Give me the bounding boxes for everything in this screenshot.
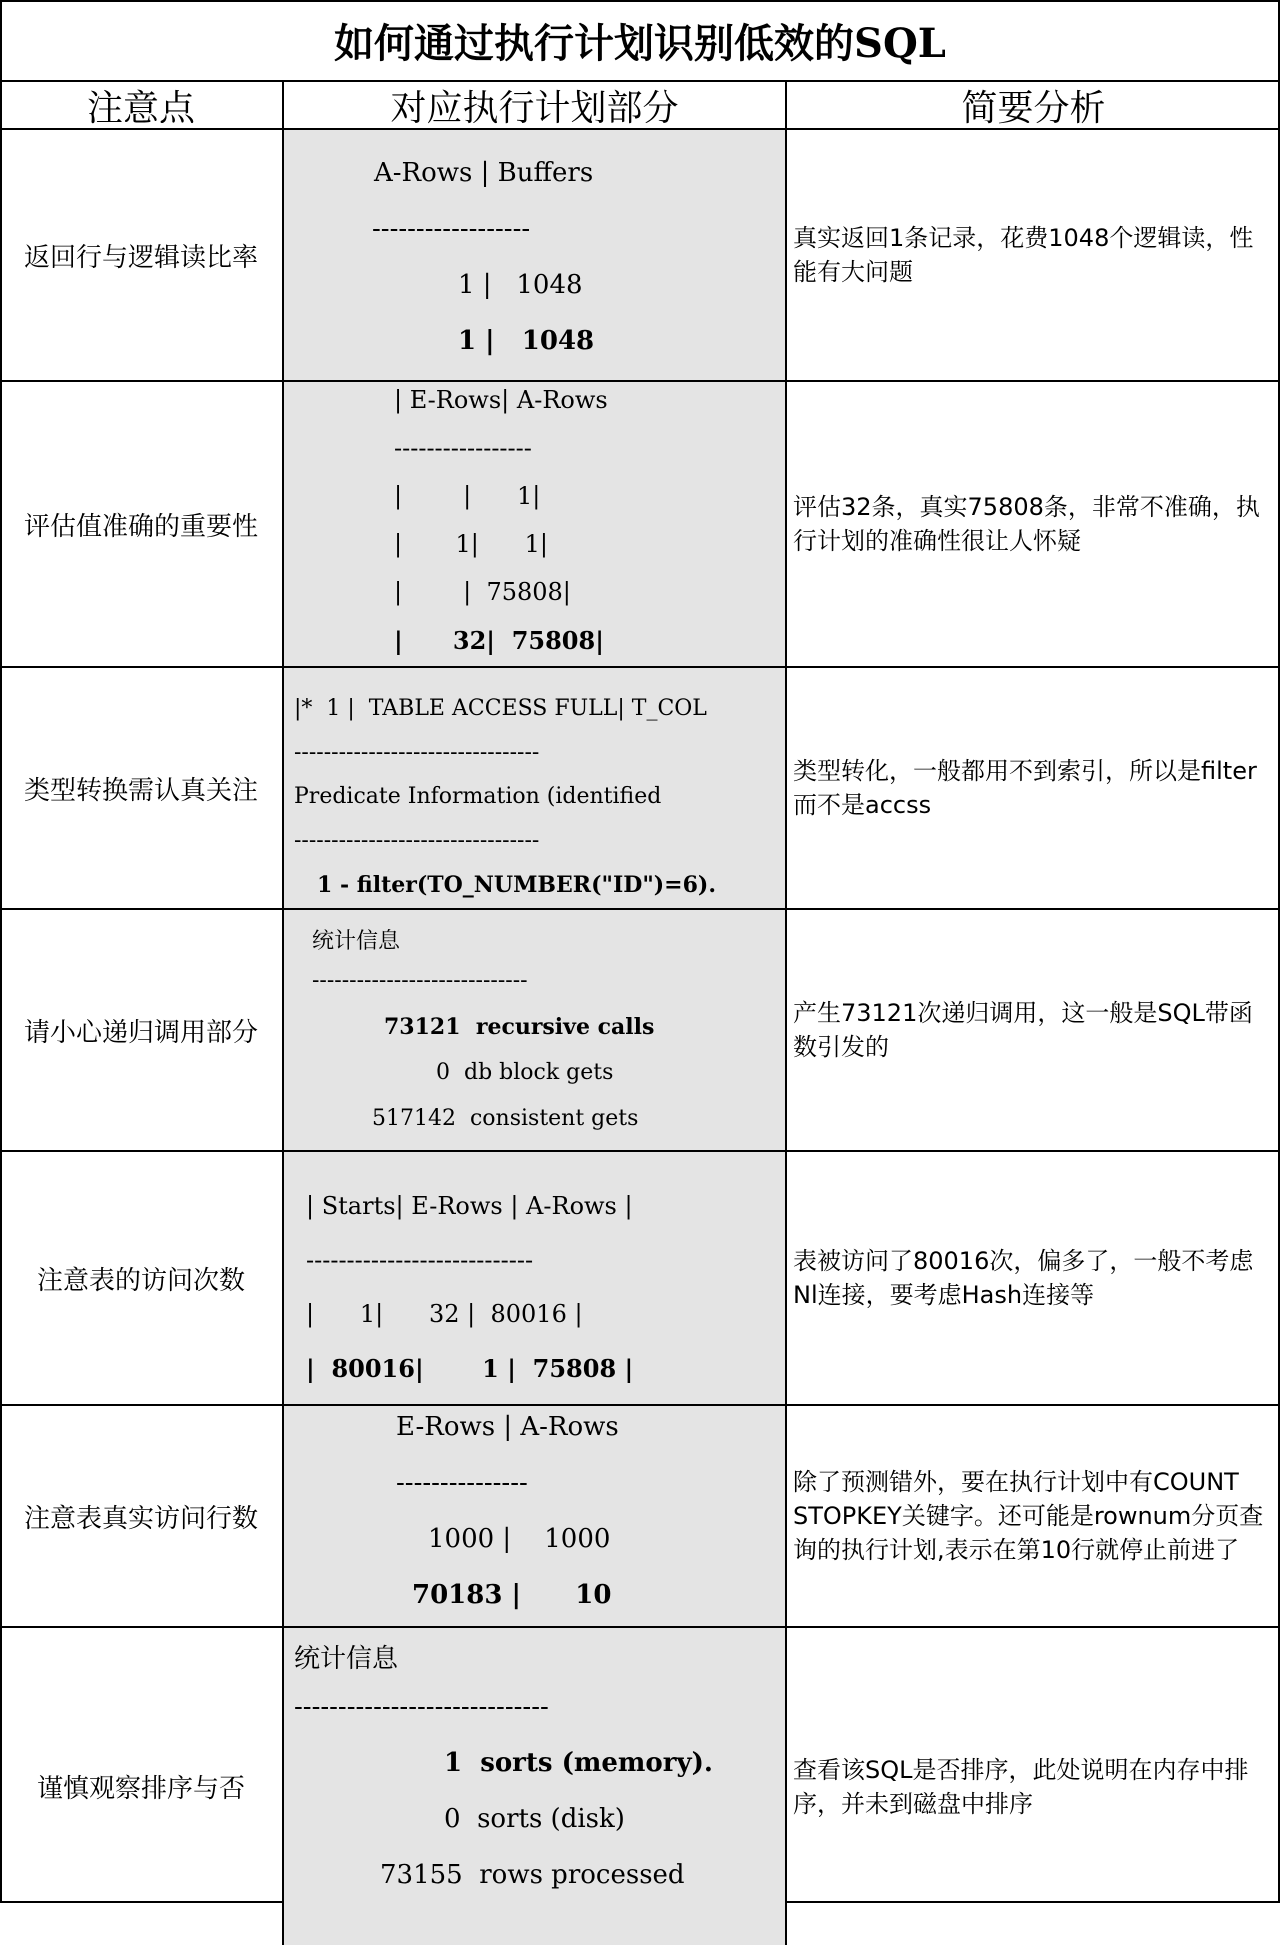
note-cell: 注意表真实访问行数 [0,1406,284,1628]
plan-line: --------------- [396,1468,528,1498]
analysis-text: 产生73121次递归调用，这一般是SQL带函数引发的 [793,999,1253,1061]
plan-line: 1 sorts (memory). [444,1748,713,1778]
plan-line: 1 | 1048 [458,270,583,300]
plan-line: 统计信息 [312,929,401,954]
analysis-text: 除了预测错外，要在执行计划中有COUNT STOPKEY关键字。还可能是rownum分页查询的执行计划,表示在第10行就停止前进了 [793,1468,1264,1564]
plan-line: | Starts| E-Rows | A-Rows | [306,1192,633,1220]
plan-line: Predicate Information (identified [294,784,662,809]
analysis-text: 查看该SQL是否排序，此处说明在内存中排序，并未到磁盘中排序 [793,1755,1249,1818]
plan-line: 73155 rows processed [380,1860,685,1890]
plan-line: | 80016| 1 | 75808 | [306,1354,634,1383]
plan-cell [284,1628,787,1945]
plan-line: 70183 | 10 [412,1580,612,1610]
analysis-cell [787,668,1280,910]
plan-line: 0 db block gets [436,1060,614,1085]
plan-line: 73121 recursive calls [384,1014,655,1040]
analysis-cell [787,1152,1280,1406]
analysis-table [0,82,1280,1903]
plan-line: ---------------------------- [306,1246,534,1274]
plan-line: ----------------------------- [294,1692,549,1722]
plan-line: ----------------- [394,434,532,462]
plan-cell [284,910,787,1152]
plan-line: | | 75808| [394,578,571,606]
plan-cell [284,668,787,910]
plan-line: --------------------------------- [294,740,540,765]
plan-line: 1000 | 1000 [428,1524,611,1554]
header-note: 注意点 [0,82,284,130]
plan-line: --------------------------------- [294,828,540,853]
note-cell: 谨慎观察排序与否 [0,1628,284,1945]
plan-cell [284,1152,787,1406]
analysis-cell [787,130,1280,382]
plan-line: |* 1 | TABLE ACCESS FULL| T_COL [294,696,707,721]
plan-line: | 1| 32 | 80016 | [306,1300,583,1328]
analysis-cell [787,910,1280,1152]
analysis-text: 评估32条，真实75808条，非常不准确，执行计划的准确性很让人怀疑 [793,493,1260,555]
note-cell: 注意表的访问次数 [0,1152,284,1406]
plan-line: 统计信息 [294,1644,399,1674]
note-cell: 请小心递归调用部分 [0,910,284,1152]
header-analysis: 简要分析 [787,82,1280,130]
plan-line: 1 - filter(TO_NUMBER("ID")=6). [294,872,716,898]
plan-line: ----------------------------- [312,968,528,993]
plan-cell [284,382,787,668]
analysis-text: 真实返回1条记录，花费1048个逻辑读，性能有大问题 [793,224,1254,286]
note-cell: 类型转换需认真关注 [0,668,284,910]
note-cell: 评估值准确的重要性 [0,382,284,668]
analysis-text: 表被访问了80016次，偏多了，一般不考虑Nl连接，要考虑Hash连接等 [793,1247,1254,1309]
plan-line: | 32| 75808| [394,626,604,655]
plan-line: | E-Rows| A-Rows [394,386,608,414]
analysis-cell [787,1628,1280,1945]
plan-line: | 1| 1| [394,530,548,558]
plan-line: ------------------ [372,214,531,244]
plan-line: 0 sorts (disk) [444,1804,625,1834]
plan-cell [284,1406,787,1628]
plan-line: 517142 consistent gets [372,1106,639,1131]
plan-line: A-Rows | Buffers [374,158,594,188]
analysis-text: 类型转化，一般都用不到索引，所以是filter而不是accss [793,757,1257,819]
analysis-cell [787,382,1280,668]
analysis-cell [787,1406,1280,1628]
note-cell: 返回行与逻辑读比率 [0,130,284,382]
plan-line: 1 | 1048 [458,326,595,356]
plan-line: | | 1| [394,482,541,510]
plan-line: E-Rows | A-Rows [396,1412,619,1442]
plan-cell [284,130,787,382]
header-plan: 对应执行计划部分 [284,82,787,130]
page-title: 如何通过执行计划识别低效的SQL [0,0,1280,82]
